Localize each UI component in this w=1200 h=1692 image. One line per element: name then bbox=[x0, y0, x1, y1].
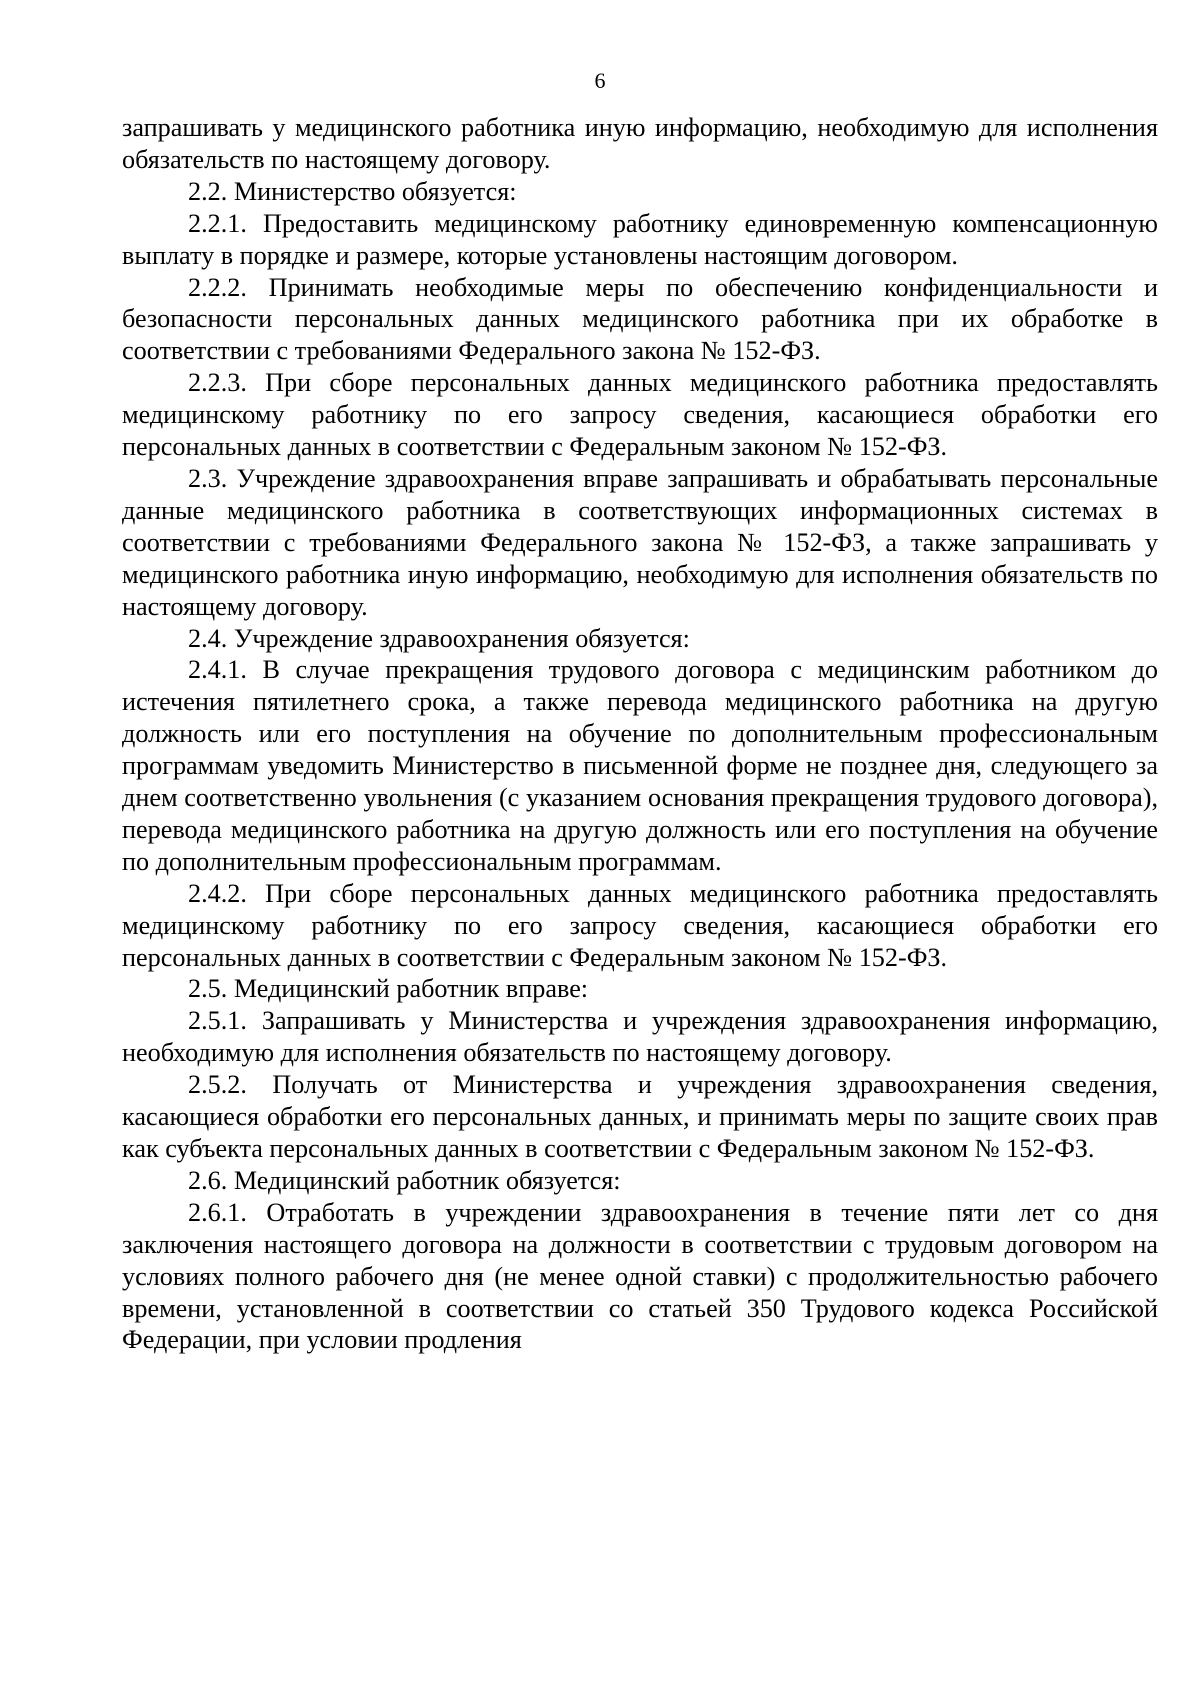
document-body bbox=[122, 112, 1158, 1356]
paragraph-2-4: 2.4. Учреждение здравоохранения обязуется: bbox=[188, 623, 690, 653]
paragraph-2-4-2: 2.4.2. При сборе персональных данных медицинского работника предоставлять медицинскому работнику по его запросу сведения, касающиеся обработки его персональных данных в соответствии с Федеральным законом № 152-ФЗ. bbox=[122, 878, 1158, 972]
paragraph-2-6-1: 2.6.1. Отработать в учреждении здравоохранения в течение пяти лет со дня заключения настоящего договора на должности в соответствии с трудовым договором на условиях полного рабочего дня (не менее одной ставки) с продолжительностью рабочего времени, установленной в соответствии со статьей 350 Трудового кодекса Российской Федерации, при условии продления bbox=[122, 1197, 1158, 1355]
paragraph-2-4-1: 2.4.1. В случае прекращения трудового договора с медицинским работником до истечения пятилетнего срока, а также перевода медицинского работника на другую должность или его поступления на обучение по дополнительным профессиональным программам уведомить Министерство в письменной форме не позднее дня, следующего за днем соответственно увольнения (с указанием основания прекращения трудового договора), перевода медицинского работника на другую должность или его поступления на обучение по дополнительным профессиональным программам. bbox=[122, 655, 1158, 876]
paragraph-2-3: 2.3. Учреждение здравоохранения вправе запрашивать и обрабатывать персональные данные медицинского работника в соответствующих информационных системах в соответствии с требованиями Федерального закона № 152-ФЗ, а также запрашивать у медицинского работника иную информацию, необходимую для исполнения обязательств по настоящему договору. bbox=[122, 463, 1158, 621]
paragraph-2-2: 2.2. Министерство обязуется: bbox=[188, 176, 517, 206]
paragraph-2-2-3: 2.2.3. При сборе персональных данных медицинского работника предоставлять медицинскому работнику по его запросу сведения, касающиеся обработки его персональных данных в соответствии с Федеральным законом № 152-ФЗ. bbox=[122, 368, 1158, 462]
page-number: 6 bbox=[594, 68, 606, 93]
paragraph-2-6: 2.6. Медицинский работник обязуется: bbox=[188, 1165, 621, 1195]
paragraph-continuation: запрашивать у медицинского работника иную информацию, необходимую для исполнения обязательств по настоящему договору. bbox=[122, 113, 1158, 174]
paragraph-2-5-1: 2.5.1. Запрашивать у Министерства и учреждения здравоохранения информацию, необходимую для исполнения обязательств по настоящему договору. bbox=[122, 1006, 1158, 1068]
paragraph-2-2-1: 2.2.1. Предоставить медицинскому работнику единовременную компенсационную выплату в порядке и размере, которые установлены настоящим договором. bbox=[122, 208, 1158, 270]
paragraph-2-5-2: 2.5.2. Получать от Министерства и учреждения здравоохранения сведения, касающиеся обработки его персональных данных, и принимать меры по защите своих прав как субъекта персональных данных в соответствии с Федеральным законом № 152-ФЗ. bbox=[122, 1070, 1158, 1163]
paragraph-2-5: 2.5. Медицинский работник вправе: bbox=[188, 974, 589, 1004]
paragraph-2-2-2: 2.2.2. Принимать необходимые меры по обеспечению конфиденциальности и безопасности персональных данных медицинского работника при их обработке в соответствии с требованиями Федерального закона № 152-ФЗ. bbox=[122, 272, 1158, 366]
